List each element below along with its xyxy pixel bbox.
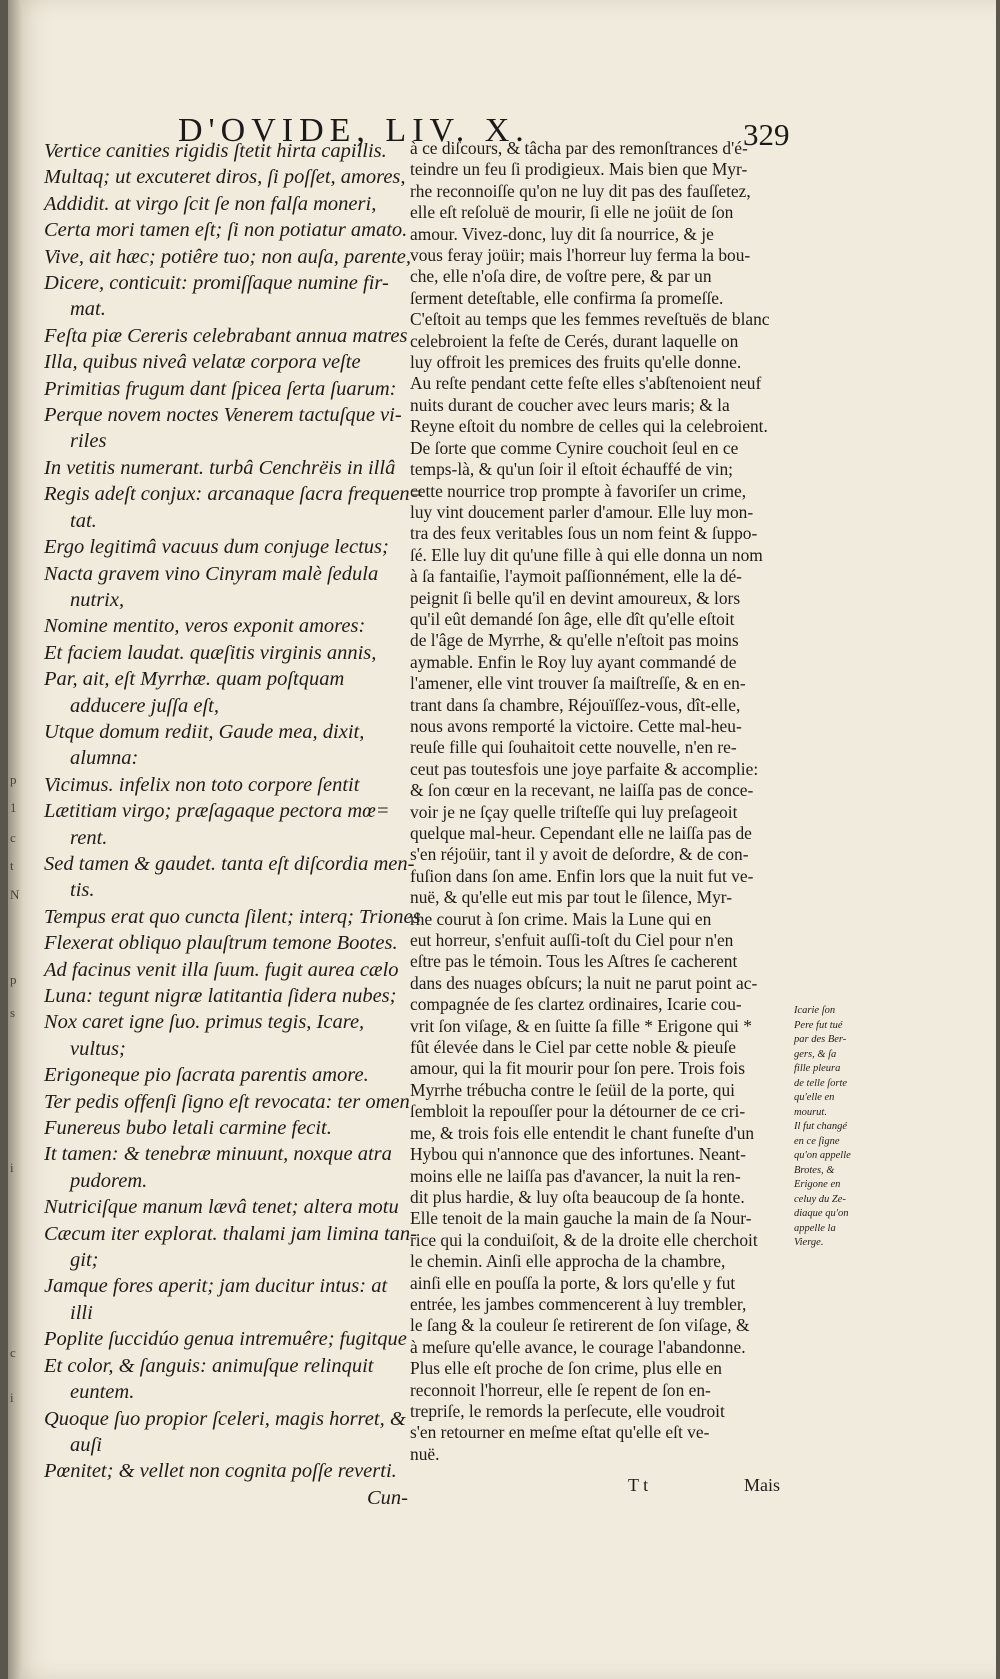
prose-line: teindre un feu ſi prodigieux. Mais bien que Myr- bbox=[410, 159, 748, 180]
verse-line: Addidit. at virgo ſcit ſe non falſa moneri, bbox=[44, 192, 377, 215]
prose-line: Au reſte pendant cette feſte elles s'abſtenoient neuf bbox=[410, 373, 762, 394]
margin-note-line: Icarie ſon bbox=[794, 1005, 836, 1016]
prose-line: quelque mal-heur. Cependant elle ne laiſſa pas de bbox=[410, 823, 752, 843]
margin-note-line: gers, & ſa bbox=[794, 1048, 837, 1060]
edge-fragment: s bbox=[10, 1005, 16, 1020]
verse-line: Dicere, conticuit: promiſſaque numine fir- bbox=[44, 272, 389, 295]
prose-line: le chemin. Ainſi elle approcha de la chambre, bbox=[410, 1251, 726, 1272]
verse-line: rent. bbox=[70, 826, 108, 849]
margin-note-line: Erigone en bbox=[794, 1179, 841, 1190]
verse-line: Nomine mentito, veros exponit amores: bbox=[44, 615, 366, 638]
margin-note-line: appelle la bbox=[794, 1222, 836, 1234]
verse-line: Feſta piæ Cereris celebrabant annua matres bbox=[44, 324, 408, 347]
margin-note-line: de telle ſorte bbox=[794, 1077, 848, 1089]
prose-line: De ſorte que comme Cynire couchoit ſeul en ce bbox=[410, 437, 739, 458]
margin-note-line: diaque qu'on bbox=[794, 1208, 849, 1219]
prose-line: l'amener, elle vint trouver ſa maiſtreſſe, & en en- bbox=[410, 673, 746, 694]
prose-line: nuë, & qu'elle eut mis par tout le ſilence, Myr- bbox=[410, 887, 733, 908]
verse-line: Nutriciſque manum lævâ tenet; altera motu bbox=[44, 1196, 399, 1219]
verse-line: tat. bbox=[70, 509, 97, 532]
prose-line: ſembloit la repouſſer pour la détourner de ce cri- bbox=[410, 1101, 746, 1122]
prose-line: & ſon cœur en la recevant, ne laiſſa pas de conce- bbox=[410, 780, 754, 801]
prose-line: à meſure qu'elle avance, le courage l'abandonne. bbox=[410, 1336, 746, 1357]
prose-line: rhe reconnoiſſe qu'on ne luy dit pas des fauſſetez, bbox=[410, 180, 751, 201]
margin-note-line: mourut. bbox=[794, 1106, 827, 1118]
prose-line: vrit ſon viſage, & en ſuitte ſa fille * Erigone qui * bbox=[410, 1015, 752, 1036]
verse-line: tis. bbox=[70, 879, 95, 902]
prose-line: Elle tenoit de la main gauche la main de ſa Nour- bbox=[410, 1208, 752, 1229]
prose-line: ceut pas toutesfois une joye parfaite & accomplie: bbox=[410, 758, 759, 779]
verse-line: Tempus erat quo cuncta ſilent; interq; Triones bbox=[44, 905, 421, 928]
running-title: D'OVIDE, LIV. X. bbox=[178, 112, 530, 149]
verse-line: Lætitiam virgo; præſagaque pectora mœ= bbox=[44, 800, 390, 823]
prose-line: reuſe fille qui ſouhaitoit cette nouvelle, n'en re- bbox=[410, 737, 737, 758]
latin-catchword: Cun- bbox=[367, 1486, 408, 1509]
prose-line: ſé. Elle luy dit qu'une fille à qui elle donna un nom bbox=[410, 544, 763, 565]
verse-line: Quoque ſuo propior ſceleri, magis horret, & bbox=[44, 1407, 406, 1430]
prose-line: s'en réjoüir, tant il y avoit de deſordre, & de con- bbox=[410, 844, 749, 865]
verse-line: Et color, & ſanguis: animuſque relinquit bbox=[44, 1354, 374, 1377]
verse-line: euntem. bbox=[70, 1381, 135, 1404]
prose-line: che, elle n'oſa dire, de voſtre pere, & par un bbox=[410, 266, 712, 287]
prose-line: s'en retourner en meſme eſtat qu'elle eſt ve- bbox=[410, 1422, 710, 1443]
verse-line: Vicimus. infelix non toto corpore ſentit bbox=[44, 773, 360, 796]
prose-line: rhe courut à ſon crime. Mais la Lune qui en bbox=[410, 908, 712, 929]
prose-line: eut horreur, s'enfuit auſſi-toſt du Ciel pour n'en bbox=[410, 930, 734, 951]
verse-line: Illa, quibus niveâ velatæ corpora veſte bbox=[44, 351, 361, 374]
prose-line: voir je ne ſçay quelle triſteſſe qui luy preſageoit bbox=[410, 801, 738, 822]
prose-line: reconnoit l'horreur, elle ſe repent de ſon en- bbox=[410, 1379, 711, 1400]
verse-line: Vertice canities rigidis ſtetit hirta capillis. bbox=[44, 140, 387, 162]
prose-line: ainſi elle en pouſſa la porte, & lors qu'elle y fut bbox=[410, 1272, 736, 1293]
margin-note-line: Pere fut tué bbox=[794, 1019, 843, 1031]
edge-fragment: p bbox=[10, 772, 17, 787]
verse-line: nutrix, bbox=[70, 588, 125, 611]
verse-line: Utque domum rediit, Gaude mea, dixit, bbox=[44, 720, 365, 743]
catchword: Mais bbox=[744, 1475, 780, 1495]
verse-line: Certa mori tamen eſt; ſi non potiatur amato. bbox=[44, 219, 408, 242]
prose-line: moins elle ne laiſſa pas d'avancer, la nuit la ren- bbox=[410, 1165, 741, 1186]
edge-fragment: 1 bbox=[10, 800, 17, 815]
verse-line: auſi bbox=[70, 1433, 102, 1456]
prose-line: à ce diſcours, & tâcha par des remonſtrances d'é- bbox=[410, 138, 748, 158]
book-page bbox=[8, 0, 996, 1679]
verse-line: Primitias frugum dant ſpicea ſerta ſuarum: bbox=[44, 377, 397, 400]
verse-line: Et faciem laudat. quæſitis virginis annis, bbox=[44, 641, 377, 664]
prose-line: qu'il eût demandé ſon âge, elle dît qu'elle eſtoit bbox=[410, 608, 735, 629]
verse-line: Ad facinus venit illa ſuum. fugit aurea cælo bbox=[44, 958, 399, 981]
verse-line: Funereus bubo letali carmine fecit. bbox=[44, 1117, 332, 1140]
verse-line: adducere juſſa eſt, bbox=[70, 694, 219, 717]
margin-note-line: Brotes, & bbox=[794, 1164, 835, 1176]
prose-line: nous avons remporté la victoire. Cette mal-heu- bbox=[410, 715, 742, 736]
prose-line: celebroient la feſte de Cerés, durant laquelle on bbox=[410, 330, 739, 351]
prose-line: C'eſtoit au temps que les femmes reveſtuës de blanc bbox=[410, 309, 770, 330]
prose-line: amour. Vivez-donc, luy dit ſa nourrice, & je bbox=[410, 223, 714, 244]
prose-line: dit plus hardie, & luy oſta beaucoup de ſa honte. bbox=[410, 1186, 745, 1207]
margin-note-line: qu'elle en bbox=[794, 1092, 835, 1103]
prose-line: Hybou qui n'annonce que des infortunes. Neant- bbox=[410, 1144, 746, 1165]
verse-line: Pœnitet; & vellet non cognita poſſe reverti. bbox=[44, 1460, 397, 1483]
margin-note-line: celuy du Ze- bbox=[794, 1193, 846, 1205]
verse-line: Vive, ait hæc; potiêre tuo; non auſa, parente, bbox=[44, 245, 412, 268]
margin-note bbox=[794, 1004, 850, 1251]
prose-line: fût élevée dans le Ciel par cette noble & pieuſe bbox=[410, 1037, 736, 1058]
margin-note-line: Il fut changé bbox=[794, 1121, 848, 1132]
prose-line: de l'âge de Myrrhe, & qu'elle n'eſtoit pas moins bbox=[410, 630, 739, 651]
verse-line: riles bbox=[70, 430, 107, 453]
prose-line: tra des feux veritables ſous un nom feint & ſuppo- bbox=[410, 523, 758, 544]
edge-fragment: p bbox=[10, 972, 17, 987]
verse-line: Nacta gravem vino Cinyram malè ſedula bbox=[44, 562, 379, 585]
verse-line: mat. bbox=[70, 298, 106, 321]
verse-line: alumna: bbox=[70, 747, 139, 770]
verse-line: Cæcum iter explorat. thalami jam limina tan- bbox=[44, 1222, 417, 1245]
verse-line: Nox caret igne ſuo. primus tegis, Icare, bbox=[44, 1011, 365, 1034]
margin-note-line: fille pleura bbox=[794, 1063, 841, 1074]
prose-line: trant dans ſa chambre, Réjouïſſez-vous, dît-elle, bbox=[410, 694, 741, 715]
prose-line: luy offroit les premices des fruits qu'elle donne. bbox=[410, 352, 742, 373]
verse-line: illi bbox=[70, 1301, 93, 1324]
prose-line: luy vint doucement parler d'amour. Elle luy mon- bbox=[410, 501, 754, 522]
verse-line: In vetitis numerant. turbâ Cenchrëis in illâ bbox=[44, 456, 396, 479]
verse-line: vultus; bbox=[70, 1037, 126, 1060]
verse-line: git; bbox=[70, 1249, 99, 1272]
prose-line: Reyne eſtoit du nombre de celles qui la celebroient. bbox=[410, 416, 768, 437]
verse-line: Erigoneque pio ſacrata parentis amore. bbox=[44, 1064, 369, 1087]
margin-note-line: Vierge. bbox=[794, 1237, 824, 1248]
page-number: 329 bbox=[743, 117, 790, 152]
prose-line: elle eſt reſoluë de mourir, ſi elle ne joüit de ſon bbox=[410, 202, 734, 223]
prose-line: le ſang & la couleur ſe retirerent de ſon viſage, & bbox=[410, 1315, 750, 1336]
prose-line: Plus elle eſt proche de ſon crime, plus elle en bbox=[410, 1358, 722, 1379]
prose-line: dans des nuages obſcurs; la nuit ne parut point ac- bbox=[410, 972, 758, 993]
signature-mark: T t bbox=[628, 1475, 649, 1495]
margin-note-line: en ce ſigne bbox=[794, 1135, 840, 1147]
prose-line: fuſion dans ſon ame. Enfin lors que la nuit fut ve- bbox=[410, 865, 754, 886]
verse-line: Jamque fores aperit; jam ducitur intus: at bbox=[44, 1275, 388, 1298]
edge-fragment: c bbox=[10, 830, 16, 845]
prose-line: à ſa fantaiſie, l'aymoit paſſionnément, elle la dé- bbox=[410, 566, 742, 587]
edge-fragment: t bbox=[10, 858, 14, 873]
verse-line: Sed tamen & gaudet. tanta eſt diſcordia men- bbox=[44, 852, 415, 875]
verse-line: Luna: tegunt nigræ latitantia ſidera nubes; bbox=[44, 985, 397, 1007]
verse-line: Multaq; ut excuteret diros, ſi poſſet, amores, bbox=[44, 166, 406, 189]
verse-line: Ter pedis offenſi ſigno eſt revocata: ter omen bbox=[44, 1090, 410, 1113]
prose-line: nuë. bbox=[410, 1443, 440, 1464]
prose-line: rice qui la conduiſoit, & de la droite elle cherchoit bbox=[410, 1229, 758, 1250]
prose-line: temps-là, & qu'un ſoir il eſtoit échauffé de vin; bbox=[410, 459, 734, 480]
verse-line: It tamen: & tenebræ minuunt, noxque atra bbox=[44, 1143, 392, 1166]
prose-line: entrée, les jambes commencerent à luy trembler, bbox=[410, 1293, 747, 1314]
prose-line: me, & trois fois elle entendit le chant funeſte d'un bbox=[410, 1122, 755, 1143]
prose-line: ſerment deteſtable, elle confirma ſa promeſſe. bbox=[410, 287, 724, 308]
margin-note-line: par des Ber- bbox=[794, 1034, 847, 1045]
margin-note-line: qu'on appelle bbox=[794, 1150, 851, 1161]
latin-verse-column bbox=[44, 138, 424, 1511]
prose-line: Myrrhe trébucha contre le ſeüil de la porte, qui bbox=[410, 1079, 735, 1100]
prose-line: cette nourrice trop prompte à favoriſer un crime, bbox=[410, 480, 747, 501]
verse-line: Perque novem noctes Venerem tactuſque vi- bbox=[44, 404, 402, 427]
prose-line: peignit ſi belle qu'il en devint amoureux, & lors bbox=[410, 587, 741, 608]
verse-line: Flexerat obliquo plauſtrum temone Bootes. bbox=[44, 932, 398, 955]
verse-line: Ergo legitimâ vacuus dum conjuge lectus; bbox=[44, 536, 389, 559]
edge-fragment: c bbox=[10, 1345, 16, 1360]
prose-line: trepriſe, le remords la perſecute, elle voudroit bbox=[410, 1400, 725, 1421]
verse-line: Par, ait, eſt Myrrhæ. quam poſtquam bbox=[44, 668, 345, 691]
prose-line: eſtre pas le témoin. Tous les Aſtres ſe cacherent bbox=[410, 951, 738, 972]
edge-fragment: N bbox=[10, 887, 20, 902]
french-prose-column bbox=[410, 138, 792, 1465]
verse-line: Poplite ſuccidúo genua intremuêre; fugitque bbox=[44, 1328, 407, 1351]
verse-line: pudorem. bbox=[70, 1169, 148, 1192]
prose-line: amour, qui la fit mourir pour ſon pere. Trois fois bbox=[410, 1058, 746, 1079]
prose-line: compagnée de ſes clartez ordinaires, Icarie cou- bbox=[410, 994, 742, 1015]
prose-line: aymable. Enfin le Roy luy ayant commandé de bbox=[410, 651, 737, 672]
edge-fragment: i bbox=[10, 1160, 14, 1175]
prose-line: nuits durant de coucher avec leurs maris; & la bbox=[410, 394, 730, 415]
prose-line: vous feray joüir; mais l'horreur luy ferma la bou- bbox=[410, 245, 751, 266]
verse-line: Regis adeſt conjux: arcanaque ſacra frequen= bbox=[44, 483, 424, 506]
edge-fragment: i bbox=[10, 1390, 14, 1405]
